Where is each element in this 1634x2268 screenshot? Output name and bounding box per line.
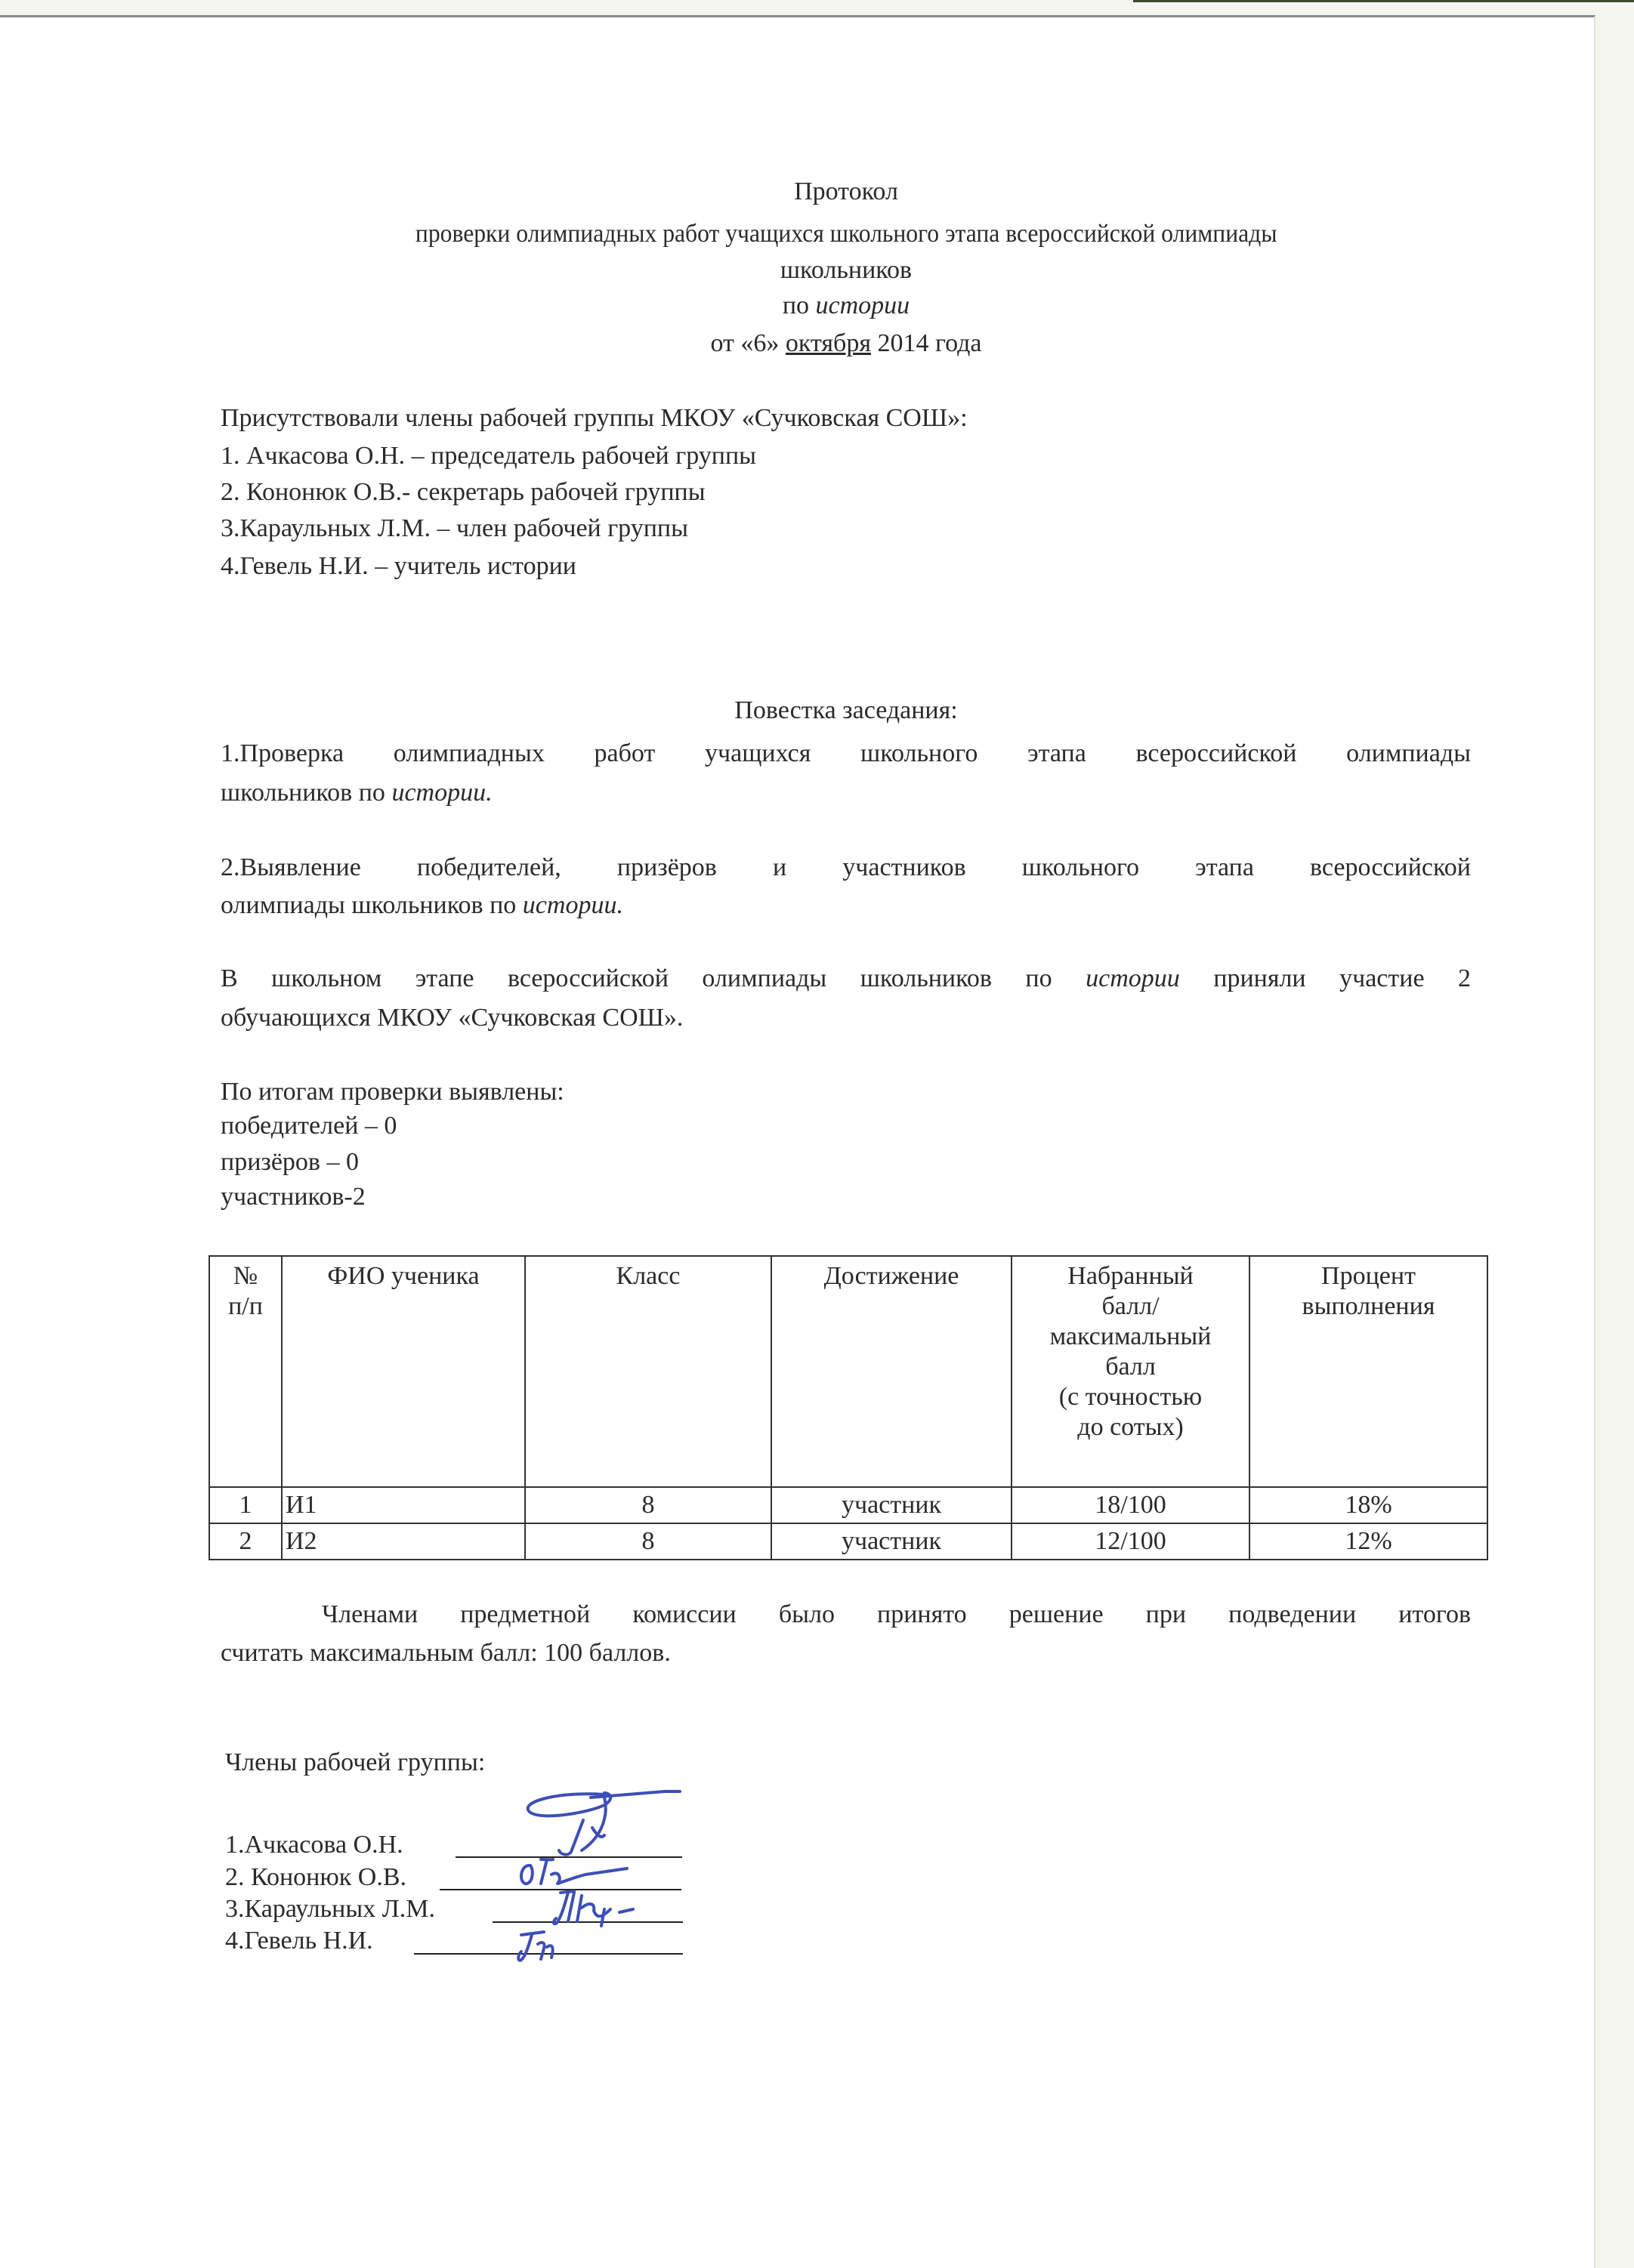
attendance-member: 1. Ачкасова О.Н. – председатель рабочей группы: [221, 442, 756, 470]
agenda-title: Повестка заседания:: [734, 696, 958, 724]
signature-name: 2. Кононюк О.В.: [225, 1863, 407, 1891]
cell-percent: 18%: [1249, 1487, 1487, 1523]
attendance-intro: Присутствовали члены рабочей группы МКОУ «Сучковская СОШ»:: [221, 404, 968, 432]
cell-name: И2: [282, 1523, 525, 1560]
cell-achievement: участник: [771, 1523, 1012, 1560]
signature-name: 3.Караульных Л.М.: [225, 1895, 435, 1923]
results-participants: участников-2: [221, 1183, 366, 1211]
results-intro: По итогам проверки выявлены:: [221, 1078, 564, 1106]
header-number: № п/п: [209, 1256, 282, 1487]
agenda-item-1-line1: 1.Проверка олимпиадных работ учащихся школьного этапа всероссийской олимпиады: [221, 739, 1471, 767]
cell-grade: 8: [525, 1487, 771, 1523]
decision-line1: Членами предметной комиссии было принято решение при подведении итогов: [322, 1600, 1471, 1628]
cell-number: 1: [209, 1487, 282, 1523]
decision-line2: считать максимальным балл: 100 баллов.: [221, 1639, 671, 1667]
participation-line2: обучающихся МКОУ «Сучковская СОШ».: [221, 1004, 684, 1032]
cell-grade: 8: [525, 1523, 771, 1560]
document-subtitle-line2: школьников: [780, 256, 913, 284]
signature-name: 1.Ачкасова О.Н.: [225, 1831, 403, 1859]
participation-line1: В школьном этапе всероссийской олимпиады школьников по истории приняли участие 2: [221, 964, 1472, 992]
header-score: Набранный балл/ максимальный балл (с точностью до сотых): [1012, 1256, 1249, 1487]
header-name: ФИО ученика: [282, 1256, 525, 1487]
attendance-member: 2. Кононюк О.В.- секретарь рабочей группы: [221, 478, 706, 506]
cell-percent: 12%: [1249, 1523, 1487, 1560]
document-title: Протокол: [794, 177, 898, 205]
document-date: от «6» октября 2014 года: [710, 329, 982, 357]
document-subtitle-line1: проверки олимпиадных работ учащихся школьного этапа всероссийской олимпиады: [415, 220, 1277, 248]
cell-score: 12/100: [1012, 1523, 1249, 1560]
document-subject: по истории: [782, 292, 910, 319]
results-winners: победителей – 0: [221, 1112, 397, 1140]
cell-score: 18/100: [1012, 1487, 1249, 1523]
agenda-item-2-line1: 2.Выявление победителей, призёров и участников школьного этапа всероссийской: [221, 853, 1471, 881]
header-grade: Класс: [525, 1256, 771, 1487]
header-percent: Процент выполнения: [1249, 1256, 1487, 1487]
signature-name: 4.Гевель Н.И.: [225, 1927, 373, 1955]
cell-name: И1: [282, 1487, 525, 1523]
header-achievement: Достижение: [771, 1256, 1012, 1487]
attendance-member: 4.Гевель Н.И. – учитель истории: [221, 552, 576, 580]
agenda-item-1-line2: школьников по истории.: [221, 779, 493, 807]
cell-achievement: участник: [771, 1487, 1012, 1523]
signatures-title: Члены рабочей группы:: [225, 1748, 486, 1776]
agenda-item-2-line2: олимпиады школьников по истории.: [221, 891, 623, 919]
cell-number: 2: [209, 1523, 282, 1560]
results-prizewinners: призёров – 0: [221, 1148, 359, 1176]
attendance-member: 3.Караульных Л.М. – член рабочей группы: [221, 514, 688, 542]
